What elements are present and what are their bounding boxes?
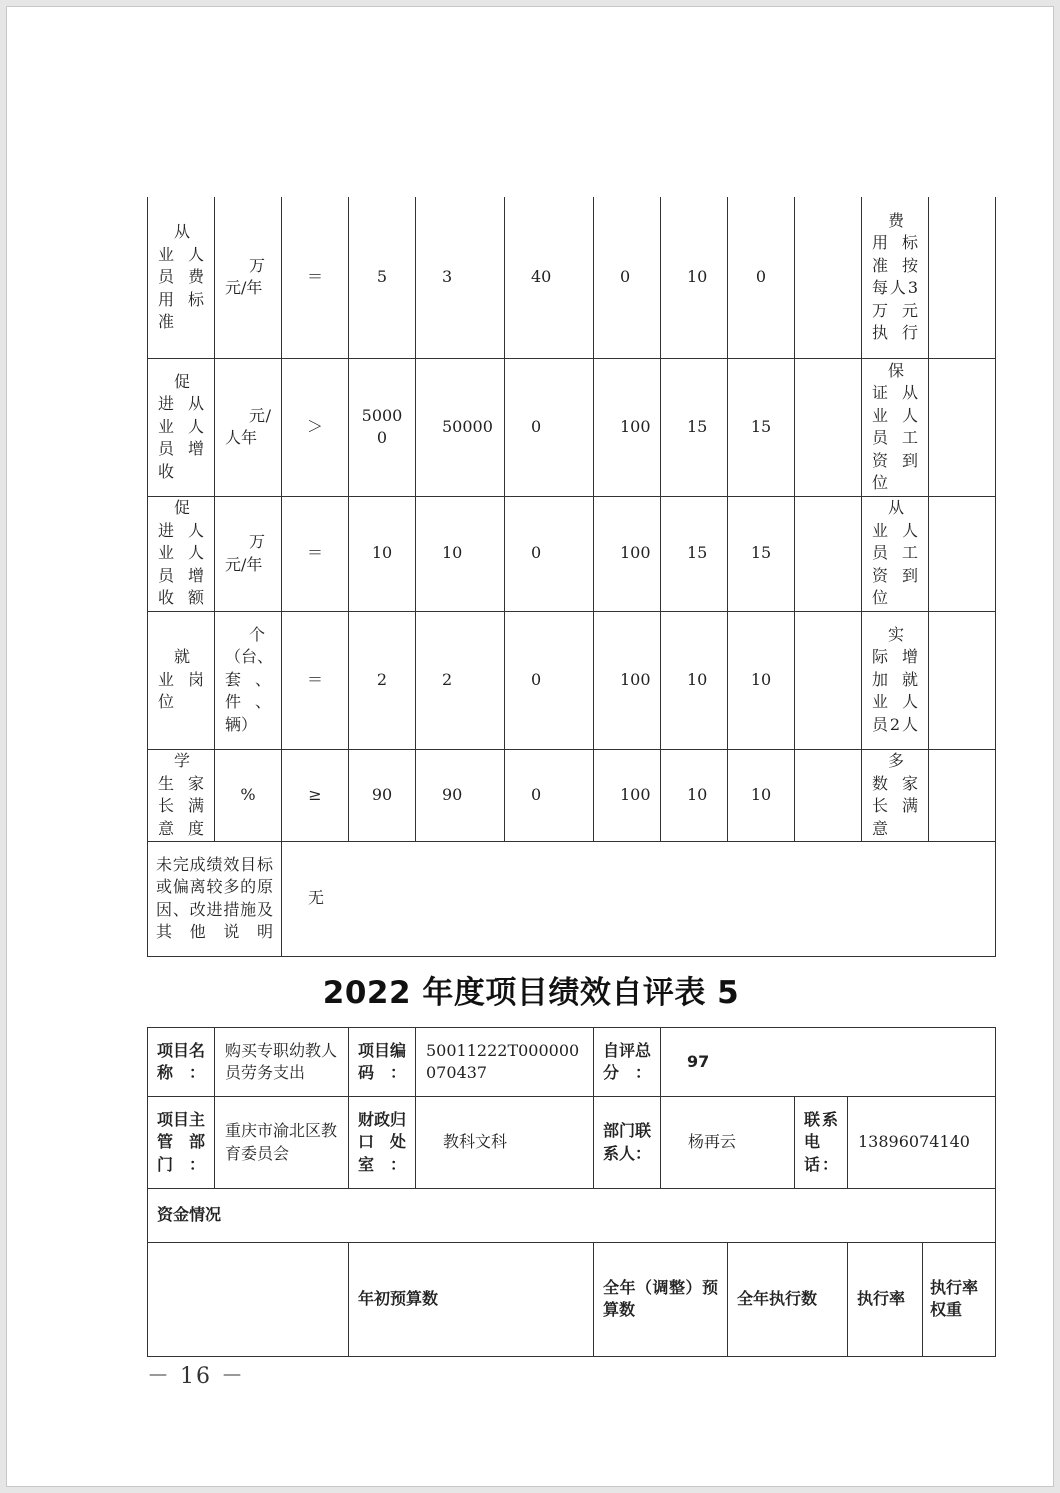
- indicator-completion-rate: 100: [594, 749, 661, 841]
- table-row: [148, 496, 996, 611]
- indicator-deviation: 0: [505, 496, 594, 611]
- funds-header-blank: [148, 1243, 349, 1357]
- indicator-completion-rate: 100: [594, 611, 661, 749]
- indicator-note: 实际增加就业人员2人: [862, 611, 929, 749]
- indicator-deviation: 0: [505, 358, 594, 496]
- indicator-actual: 10: [416, 496, 505, 611]
- indicator-operator: ＝: [282, 496, 349, 611]
- indicator-name: 促进从业人员增收: [148, 358, 215, 496]
- project-name-label: 项目名称：: [148, 1028, 215, 1097]
- indicator-note: 保证从业人员工资到位: [862, 358, 929, 496]
- phone-value: 13896074140: [848, 1097, 996, 1189]
- office-value: 教科文科: [416, 1097, 594, 1189]
- indicator-blank: [795, 749, 862, 841]
- performance-indicator-table: [147, 197, 996, 957]
- indicator-name: 就业岗位: [148, 611, 215, 749]
- indicator-name: 从业人员费用标准: [148, 197, 215, 358]
- indicator-blank: [795, 197, 862, 358]
- indicator-target: 90: [349, 749, 416, 841]
- indicator-score: 10: [728, 749, 795, 841]
- document-page: [6, 6, 1054, 1487]
- indicator-deviation: 0: [505, 611, 594, 749]
- indicator-name: 学生家长满意度: [148, 749, 215, 841]
- indicator-actual: 3: [416, 197, 505, 358]
- funds-header: 全年执行数: [728, 1243, 848, 1357]
- reason-row: [148, 841, 996, 956]
- reason-value: 无: [282, 841, 996, 956]
- project-code-label: 项目编码：: [349, 1028, 416, 1097]
- indicator-blank: [795, 496, 862, 611]
- table-row: [148, 1189, 996, 1243]
- funds-header: 年初预算数: [349, 1243, 594, 1357]
- office-label: 财政归口处室：: [349, 1097, 416, 1189]
- indicator-target: 10: [349, 496, 416, 611]
- reason-label: 未完成绩效目标或偏离较多的原因、改进措施及其他说明: [148, 841, 282, 956]
- phone-label: 联系电话：: [795, 1097, 848, 1189]
- indicator-operator: ＞: [282, 358, 349, 496]
- indicator-blank: [795, 611, 862, 749]
- indicator-score: 10: [728, 611, 795, 749]
- indicator-note: 从业人员工资到位: [862, 496, 929, 611]
- indicator-name: 促进人业人员增收额: [148, 496, 215, 611]
- indicator-completion-rate: 0: [594, 197, 661, 358]
- indicator-note: 多数家长满意: [862, 749, 929, 841]
- project-info-table: [147, 1027, 996, 1357]
- table-row: [148, 749, 996, 841]
- indicator-weight: 10: [661, 197, 728, 358]
- funds-header: 执行率权重: [923, 1243, 996, 1357]
- indicator-unit: 万元/年: [215, 197, 282, 358]
- table-row: [148, 197, 996, 358]
- indicator-note: 费用标准按每人3万元执行: [862, 197, 929, 358]
- indicator-blank: [929, 197, 996, 358]
- indicator-weight: 15: [661, 496, 728, 611]
- indicator-blank: [929, 611, 996, 749]
- indicator-blank: [929, 749, 996, 841]
- indicator-operator: ≥: [282, 749, 349, 841]
- funds-header: 执行率: [848, 1243, 923, 1357]
- indicator-score: 15: [728, 358, 795, 496]
- indicator-blank: [929, 496, 996, 611]
- indicator-target: 5: [349, 197, 416, 358]
- page-number: － 16 －: [147, 1364, 245, 1389]
- project-code-value: 50011222T000000070437: [416, 1028, 594, 1097]
- indicator-completion-rate: 100: [594, 496, 661, 611]
- project-name-value: 购买专职幼教人员劳务支出: [215, 1028, 349, 1097]
- indicator-unit: %: [215, 749, 282, 841]
- indicator-actual: 50000: [416, 358, 505, 496]
- indicator-weight: 15: [661, 358, 728, 496]
- self-score-value: 97: [661, 1028, 996, 1097]
- form-title: 2022 年度项目绩效自评表 5: [322, 975, 740, 1011]
- indicator-operator: ＝: [282, 611, 349, 749]
- indicator-unit: 个（台、套、件、辆）: [215, 611, 282, 749]
- table-row: [148, 1028, 996, 1097]
- indicator-actual: 2: [416, 611, 505, 749]
- indicator-deviation: 0: [505, 749, 594, 841]
- dept-label: 项目主管部门：: [148, 1097, 215, 1189]
- indicator-unit: 万元/年: [215, 496, 282, 611]
- indicator-deviation: 40: [505, 197, 594, 358]
- table-row: [148, 611, 996, 749]
- funds-section-title: 资金情况: [148, 1189, 996, 1243]
- indicator-unit: 元/人年: [215, 358, 282, 496]
- table-row: [148, 1097, 996, 1189]
- indicator-target: 50000: [349, 358, 416, 496]
- indicator-actual: 90: [416, 749, 505, 841]
- indicator-blank: [929, 358, 996, 496]
- table-row: [148, 1243, 996, 1357]
- funds-header: 全年（调整）预算数: [594, 1243, 728, 1357]
- indicator-operator: ＝: [282, 197, 349, 358]
- indicator-score: 15: [728, 496, 795, 611]
- indicator-score: 0: [728, 197, 795, 358]
- contact-value: 杨再云: [661, 1097, 795, 1189]
- dept-value: 重庆市渝北区教育委员会: [215, 1097, 349, 1189]
- indicator-weight: 10: [661, 611, 728, 749]
- indicator-blank: [795, 358, 862, 496]
- indicator-weight: 10: [661, 749, 728, 841]
- indicator-completion-rate: 100: [594, 358, 661, 496]
- table-row: [148, 358, 996, 496]
- indicator-target: 2: [349, 611, 416, 749]
- contact-label: 部门联系人：: [594, 1097, 661, 1189]
- self-score-label: 自评总分：: [594, 1028, 661, 1097]
